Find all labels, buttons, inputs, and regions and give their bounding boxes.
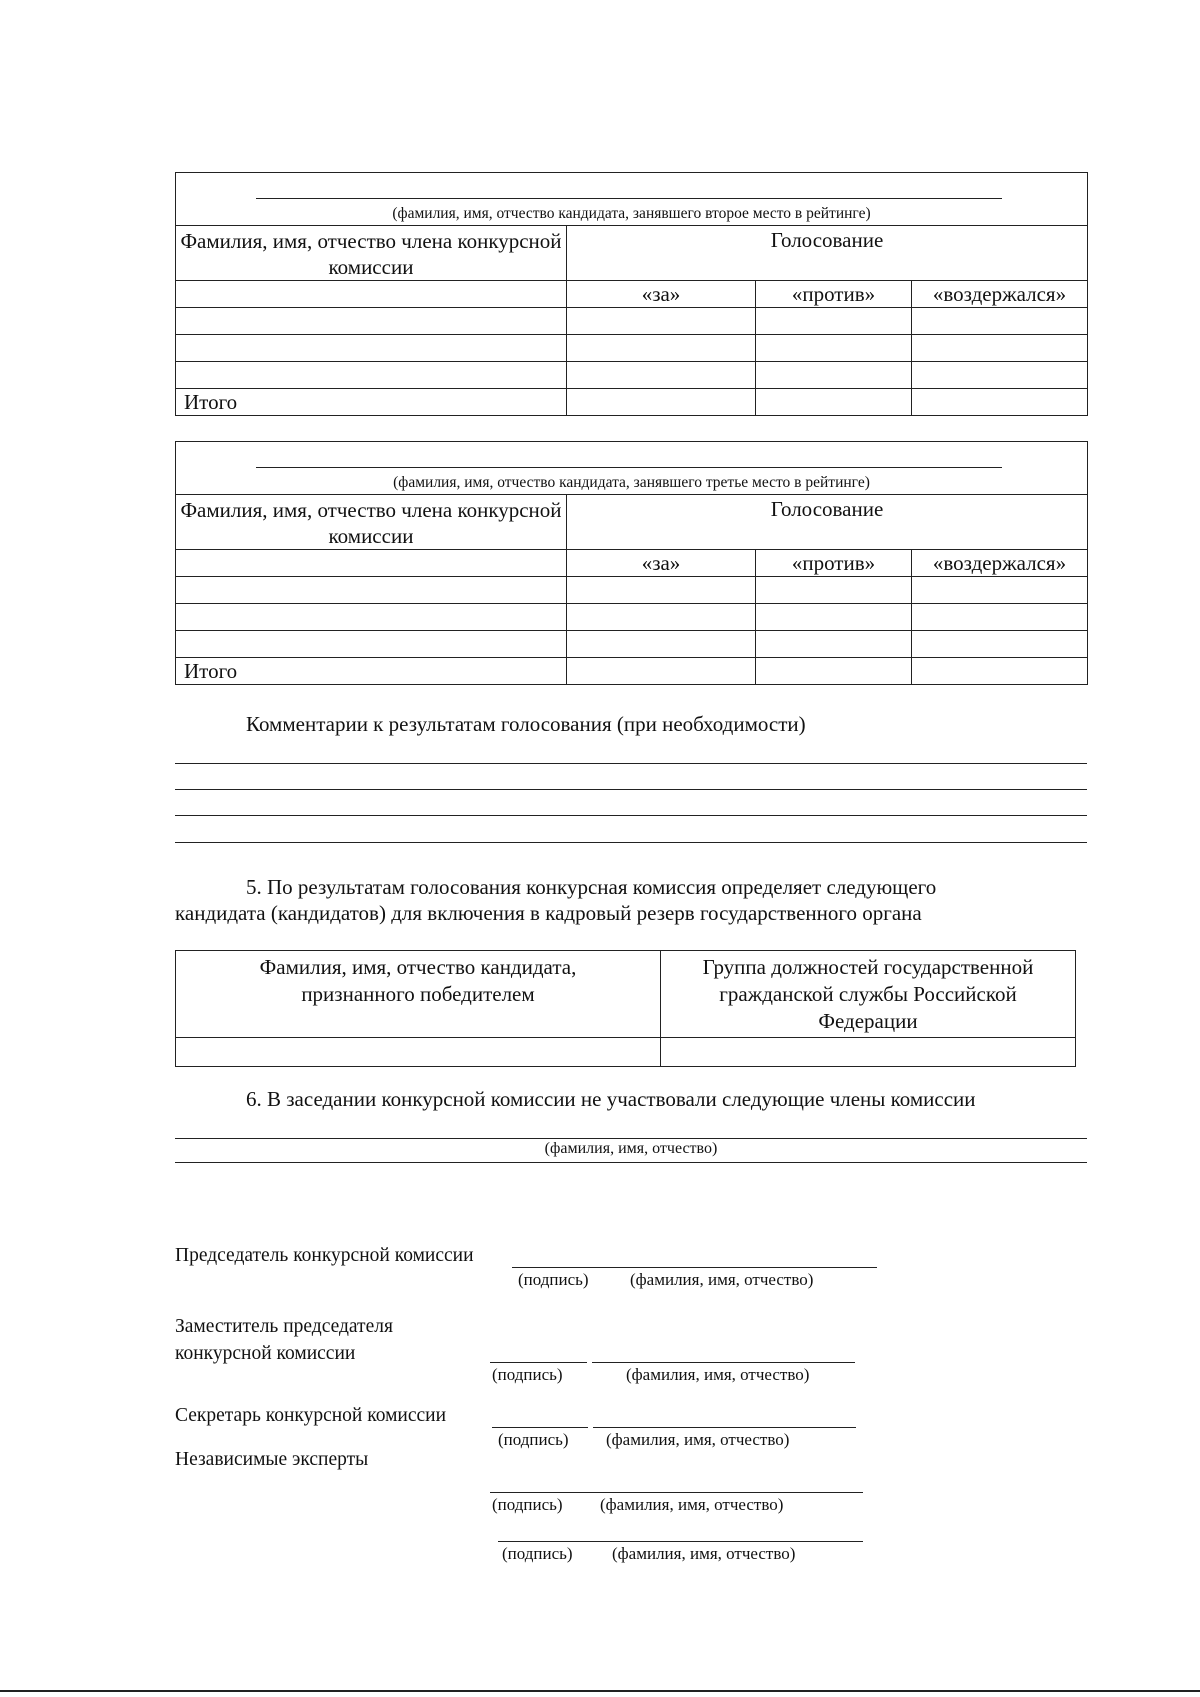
absent-members-caption: (фамилия, имя, отчество) xyxy=(544,1140,718,1157)
chairman-signature-line[interactable] xyxy=(512,1267,877,1268)
header-abstain: «воздержался» xyxy=(912,281,1088,308)
absent-members-line[interactable] xyxy=(175,1138,1087,1139)
table-row xyxy=(176,335,1088,362)
experts-label: Независимые эксперты xyxy=(175,1449,369,1470)
comments-label: Комментарии к результатам голосования (при необходимости) xyxy=(246,712,806,736)
table-row xyxy=(176,577,1088,604)
header-voting: Голосование xyxy=(567,495,1088,550)
member-cell[interactable] xyxy=(176,281,567,308)
expert2-signature-line[interactable] xyxy=(498,1541,863,1542)
total-row xyxy=(176,389,1088,416)
chairman-label: Председатель конкурсной комиссии xyxy=(175,1245,474,1266)
winners-table xyxy=(175,950,1076,1067)
candidate-name-field[interactable] xyxy=(176,173,1088,226)
header-member-name: Фамилия, имя, отчество члена конкурсной комиссии xyxy=(176,495,567,550)
secretary-signature-line[interactable] xyxy=(492,1427,588,1428)
section5-text-line2: кандидата (кандидатов) для включения в кадровый резерв государственного органа xyxy=(175,901,922,925)
signature-caption: (подпись) xyxy=(492,1365,563,1384)
section5-text-line1: 5. По результатам голосования конкурсная комиссия определяет следующего xyxy=(246,875,937,899)
name-caption: (фамилия, имя, отчество) xyxy=(600,1495,784,1514)
candidate-caption: (фамилия, имя, отчество кандидата, занявшего второе место в рейтинге) xyxy=(392,205,871,222)
total-row xyxy=(176,658,1088,685)
header-abstain: «воздержался» xyxy=(912,550,1088,577)
total-label: Итого xyxy=(176,389,567,416)
comment-line[interactable] xyxy=(175,842,1087,843)
header-for: «за» xyxy=(567,550,756,577)
comment-line[interactable] xyxy=(175,789,1087,790)
vote-table-second-place xyxy=(175,172,1088,416)
absent-members-line[interactable] xyxy=(175,1162,1087,1163)
signature-caption: (подпись) xyxy=(518,1270,589,1289)
expert1-signature-line[interactable] xyxy=(490,1492,863,1493)
name-caption: (фамилия, имя, отчество) xyxy=(630,1270,814,1289)
section6-text: 6. В заседании конкурсной комиссии не участвовали следующие члены комиссии xyxy=(246,1087,976,1111)
header-against: «против» xyxy=(756,550,912,577)
page-edge xyxy=(0,1690,1200,1692)
header-position-group: Группа должностей государственной гражданской службы Российской Федерации xyxy=(661,951,1076,1038)
signature-caption: (подпись) xyxy=(502,1544,573,1563)
header-voting: Голосование xyxy=(567,226,1088,281)
total-label: Итого xyxy=(176,658,567,685)
header-against: «против» xyxy=(756,281,912,308)
candidate-name-field[interactable] xyxy=(176,442,1088,495)
deputy-name-line[interactable] xyxy=(592,1362,855,1363)
candidate-caption: (фамилия, имя, отчество кандидата, занявшего третье место в рейтинге) xyxy=(393,474,870,491)
table-row xyxy=(176,1038,1076,1067)
header-for: «за» xyxy=(567,281,756,308)
table-row xyxy=(176,604,1088,631)
secretary-name-line[interactable] xyxy=(593,1427,856,1428)
signature-caption: (подпись) xyxy=(498,1430,569,1449)
vote-table-third-place xyxy=(175,441,1088,685)
header-winner-name: Фамилия, имя, отчество кандидата, признанного победителем xyxy=(176,951,661,1038)
deputy-signature-line[interactable] xyxy=(490,1362,587,1363)
signature-caption: (подпись) xyxy=(492,1495,563,1514)
name-caption: (фамилия, имя, отчество) xyxy=(606,1430,790,1449)
member-cell[interactable] xyxy=(176,550,567,577)
table-row xyxy=(176,362,1088,389)
header-member-name: Фамилия, имя, отчество члена конкурсной комиссии xyxy=(176,226,567,281)
name-caption: (фамилия, имя, отчество) xyxy=(612,1544,796,1563)
deputy-label: Заместитель председателя конкурсной комиссии xyxy=(175,1316,393,1364)
table-row xyxy=(176,631,1088,658)
comment-line[interactable] xyxy=(175,763,1087,764)
comment-line[interactable] xyxy=(175,815,1087,816)
name-caption: (фамилия, имя, отчество) xyxy=(626,1365,810,1384)
secretary-label: Секретарь конкурсной комиссии xyxy=(175,1405,447,1426)
table-row xyxy=(176,308,1088,335)
